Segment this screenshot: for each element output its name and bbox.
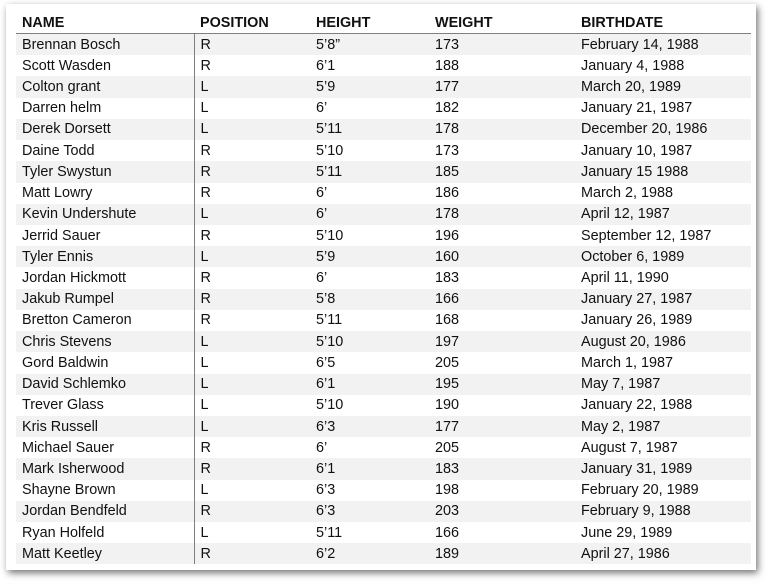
table-row bbox=[16, 522, 751, 543]
table-row bbox=[16, 395, 751, 416]
table-row bbox=[16, 161, 751, 182]
weight-cell: 186 bbox=[429, 183, 575, 204]
weight-cell: 183 bbox=[429, 458, 575, 479]
table-row bbox=[16, 34, 751, 56]
position-cell: L bbox=[194, 374, 310, 395]
table-row bbox=[16, 225, 751, 246]
weight-cell: 178 bbox=[429, 119, 575, 140]
position-cell: R bbox=[194, 267, 310, 288]
player-name-cell: Daine Todd bbox=[16, 140, 194, 161]
player-name-cell: Chris Stevens bbox=[16, 331, 194, 352]
player-name-cell: Gord Baldwin bbox=[16, 352, 194, 373]
birthdate-cell: December 20, 1986 bbox=[575, 119, 751, 140]
height-cell: 6’1 bbox=[310, 55, 429, 76]
player-name-cell: David Schlemko bbox=[16, 374, 194, 395]
position-cell: R bbox=[194, 55, 310, 76]
position-cell: R bbox=[194, 310, 310, 331]
position-cell: L bbox=[194, 76, 310, 97]
weight-cell: 178 bbox=[429, 204, 575, 225]
table-row bbox=[16, 437, 751, 458]
position-cell: L bbox=[194, 331, 310, 352]
player-name-cell: Colton grant bbox=[16, 76, 194, 97]
table-row bbox=[16, 98, 751, 119]
table-row bbox=[16, 331, 751, 352]
position-cell: R bbox=[194, 183, 310, 204]
weight-cell: 166 bbox=[429, 522, 575, 543]
player-name-cell: Mark Isherwood bbox=[16, 458, 194, 479]
height-cell: 6’3 bbox=[310, 501, 429, 522]
table-row bbox=[16, 246, 751, 267]
table-row bbox=[16, 76, 751, 97]
weight-cell: 183 bbox=[429, 267, 575, 288]
position-cell: L bbox=[194, 119, 310, 140]
table-row bbox=[16, 352, 751, 373]
player-name-cell: Michael Sauer bbox=[16, 437, 194, 458]
table-row bbox=[16, 416, 751, 437]
birthdate-cell: June 29, 1989 bbox=[575, 522, 751, 543]
player-name-cell: Tyler Swystun bbox=[16, 161, 194, 182]
height-cell: 5’9 bbox=[310, 246, 429, 267]
height-cell: 6’3 bbox=[310, 416, 429, 437]
column-header-name: NAME bbox=[16, 12, 194, 34]
weight-cell: 197 bbox=[429, 331, 575, 352]
player-name-cell: Matt Keetley bbox=[16, 543, 194, 564]
position-cell: L bbox=[194, 480, 310, 501]
birthdate-cell: January 21, 1987 bbox=[575, 98, 751, 119]
player-name-cell: Jordan Hickmott bbox=[16, 267, 194, 288]
height-cell: 5’11 bbox=[310, 522, 429, 543]
weight-cell: 160 bbox=[429, 246, 575, 267]
player-name-cell: Matt Lowry bbox=[16, 183, 194, 204]
player-name-cell: Bretton Cameron bbox=[16, 310, 194, 331]
position-cell: L bbox=[194, 246, 310, 267]
birthdate-cell: January 4, 1988 bbox=[575, 55, 751, 76]
birthdate-cell: January 27, 1987 bbox=[575, 289, 751, 310]
birthdate-cell: January 31, 1989 bbox=[575, 458, 751, 479]
birthdate-cell: March 20, 1989 bbox=[575, 76, 751, 97]
player-name-cell: Kevin Undershute bbox=[16, 204, 194, 225]
weight-cell: 166 bbox=[429, 289, 575, 310]
position-cell: L bbox=[194, 98, 310, 119]
height-cell: 6’ bbox=[310, 204, 429, 225]
height-cell: 5’9 bbox=[310, 76, 429, 97]
table-row bbox=[16, 480, 751, 501]
table-body bbox=[16, 34, 751, 565]
position-cell: R bbox=[194, 289, 310, 310]
table-header bbox=[16, 12, 751, 34]
table-row bbox=[16, 310, 751, 331]
weight-cell: 195 bbox=[429, 374, 575, 395]
position-cell: R bbox=[194, 501, 310, 522]
height-cell: 5’11 bbox=[310, 119, 429, 140]
player-name-cell: Shayne Brown bbox=[16, 480, 194, 501]
table-row bbox=[16, 204, 751, 225]
birthdate-cell: February 20, 1989 bbox=[575, 480, 751, 501]
height-cell: 5’10 bbox=[310, 395, 429, 416]
birthdate-cell: April 12, 1987 bbox=[575, 204, 751, 225]
position-cell: L bbox=[194, 204, 310, 225]
weight-cell: 198 bbox=[429, 480, 575, 501]
weight-cell: 173 bbox=[429, 140, 575, 161]
height-cell: 6’1 bbox=[310, 458, 429, 479]
position-cell: R bbox=[194, 140, 310, 161]
player-name-cell: Ryan Holfeld bbox=[16, 522, 194, 543]
birthdate-cell: January 10, 1987 bbox=[575, 140, 751, 161]
birthdate-cell: August 7, 1987 bbox=[575, 437, 751, 458]
table-row bbox=[16, 119, 751, 140]
table-row bbox=[16, 543, 751, 564]
birthdate-cell: May 7, 1987 bbox=[575, 374, 751, 395]
height-cell: 6’ bbox=[310, 437, 429, 458]
player-name-cell: Darren helm bbox=[16, 98, 194, 119]
weight-cell: 203 bbox=[429, 501, 575, 522]
table-row bbox=[16, 501, 751, 522]
height-cell: 5’10 bbox=[310, 331, 429, 352]
height-cell: 5’11 bbox=[310, 161, 429, 182]
birthdate-cell: February 9, 1988 bbox=[575, 501, 751, 522]
table-row bbox=[16, 55, 751, 76]
birthdate-cell: August 20, 1986 bbox=[575, 331, 751, 352]
height-cell: 6’1 bbox=[310, 374, 429, 395]
player-name-cell: Jerrid Sauer bbox=[16, 225, 194, 246]
height-cell: 5’10 bbox=[310, 225, 429, 246]
height-cell: 6’ bbox=[310, 183, 429, 204]
weight-cell: 173 bbox=[429, 34, 575, 56]
player-name-cell: Jordan Bendfeld bbox=[16, 501, 194, 522]
table-row bbox=[16, 183, 751, 204]
position-cell: R bbox=[194, 437, 310, 458]
position-cell: L bbox=[194, 416, 310, 437]
column-header-position: POSITION bbox=[194, 12, 310, 34]
table-row bbox=[16, 458, 751, 479]
table-row bbox=[16, 374, 751, 395]
birthdate-cell: April 11, 1990 bbox=[575, 267, 751, 288]
height-cell: 5’8 bbox=[310, 289, 429, 310]
position-cell: R bbox=[194, 161, 310, 182]
birthdate-cell: January 22, 1988 bbox=[575, 395, 751, 416]
table-row bbox=[16, 289, 751, 310]
birthdate-cell: March 1, 1987 bbox=[575, 352, 751, 373]
birthdate-cell: January 26, 1989 bbox=[575, 310, 751, 331]
birthdate-cell: May 2, 1987 bbox=[575, 416, 751, 437]
birthdate-cell: April 27, 1986 bbox=[575, 543, 751, 564]
player-name-cell: Jakub Rumpel bbox=[16, 289, 194, 310]
player-name-cell: Brennan Bosch bbox=[16, 34, 194, 56]
column-header-birthdate: BIRTHDATE bbox=[575, 12, 751, 34]
birthdate-cell: February 14, 1988 bbox=[575, 34, 751, 56]
height-cell: 6’5 bbox=[310, 352, 429, 373]
position-cell: L bbox=[194, 522, 310, 543]
roster-table-frame bbox=[6, 4, 756, 570]
table-row bbox=[16, 267, 751, 288]
position-cell: L bbox=[194, 395, 310, 416]
player-name-cell: Derek Dorsett bbox=[16, 119, 194, 140]
weight-cell: 185 bbox=[429, 161, 575, 182]
weight-cell: 182 bbox=[429, 98, 575, 119]
height-cell: 6’ bbox=[310, 267, 429, 288]
weight-cell: 205 bbox=[429, 437, 575, 458]
position-cell: R bbox=[194, 34, 310, 56]
table-row bbox=[16, 140, 751, 161]
height-cell: 5’10 bbox=[310, 140, 429, 161]
birthdate-cell: March 2, 1988 bbox=[575, 183, 751, 204]
birthdate-cell: September 12, 1987 bbox=[575, 225, 751, 246]
height-cell: 6’2 bbox=[310, 543, 429, 564]
roster-table bbox=[16, 12, 751, 564]
weight-cell: 188 bbox=[429, 55, 575, 76]
height-cell: 6’3 bbox=[310, 480, 429, 501]
weight-cell: 205 bbox=[429, 352, 575, 373]
birthdate-cell: January 15 1988 bbox=[575, 161, 751, 182]
player-name-cell: Tyler Ennis bbox=[16, 246, 194, 267]
weight-cell: 189 bbox=[429, 543, 575, 564]
column-header-weight: WEIGHT bbox=[429, 12, 575, 34]
position-cell: R bbox=[194, 543, 310, 564]
weight-cell: 168 bbox=[429, 310, 575, 331]
weight-cell: 177 bbox=[429, 76, 575, 97]
position-cell: L bbox=[194, 352, 310, 373]
header-row bbox=[16, 12, 751, 34]
position-cell: R bbox=[194, 458, 310, 479]
weight-cell: 177 bbox=[429, 416, 575, 437]
height-cell: 5’8” bbox=[310, 34, 429, 56]
birthdate-cell: October 6, 1989 bbox=[575, 246, 751, 267]
weight-cell: 190 bbox=[429, 395, 575, 416]
position-cell: R bbox=[194, 225, 310, 246]
height-cell: 5’11 bbox=[310, 310, 429, 331]
player-name-cell: Scott Wasden bbox=[16, 55, 194, 76]
player-name-cell: Trever Glass bbox=[16, 395, 194, 416]
player-name-cell: Kris Russell bbox=[16, 416, 194, 437]
column-header-height: HEIGHT bbox=[310, 12, 429, 34]
weight-cell: 196 bbox=[429, 225, 575, 246]
height-cell: 6’ bbox=[310, 98, 429, 119]
